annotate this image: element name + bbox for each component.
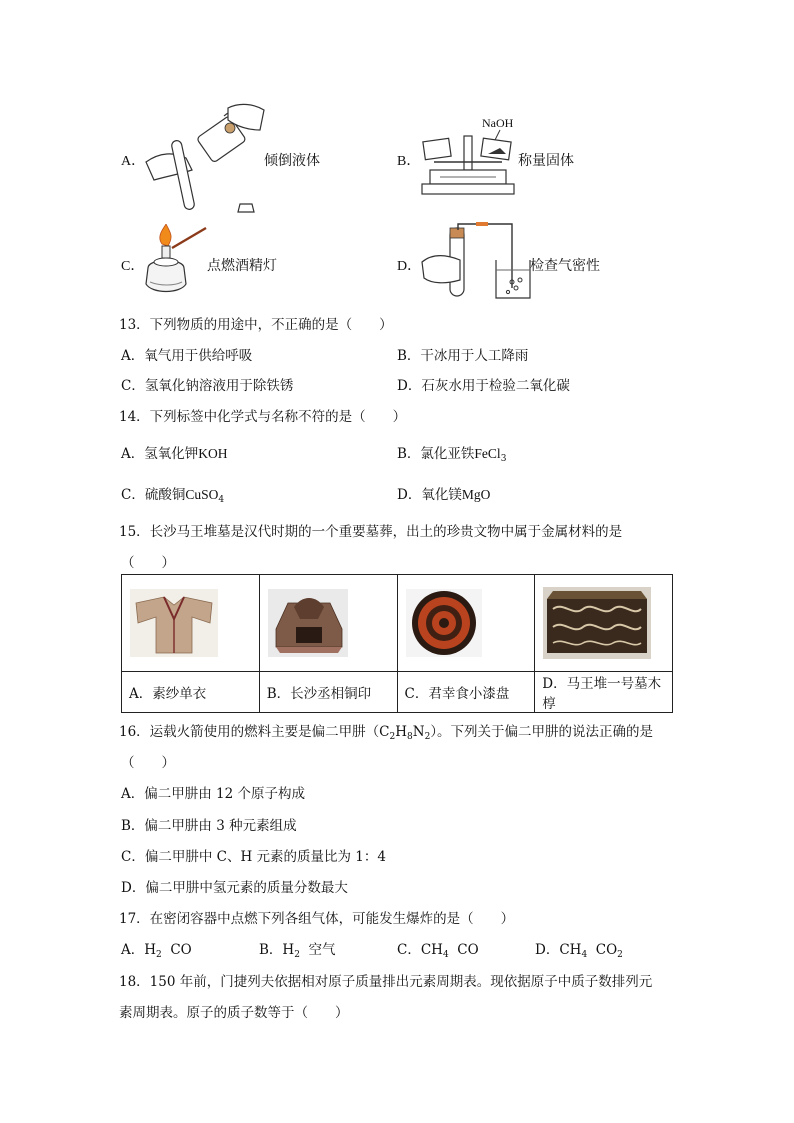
q18-stem-line1: 18．150 年前，门捷列夫依据相对原子质量排出元素周期表。现依据原子中质子数排列元 [119, 974, 653, 990]
q13-option-b: B．干冰用于人工降雨 [397, 348, 529, 364]
q17-option-d: D．$CH_4$ $CO_2$ [535, 942, 623, 960]
q12-option-d-letter: D． [397, 259, 422, 274]
q14-option-c: C．硫酸铜CuSO$_4$ [121, 487, 225, 505]
relic-cell-a [122, 575, 260, 672]
q13-option-d: D．石灰水用于检验二氧化碳 [397, 378, 570, 394]
balance-scale-illustration [420, 128, 516, 198]
q16-option-d: D．偏二甲肼中氢元素的质量分数最大 [121, 880, 348, 896]
q15-relics-table [121, 574, 673, 713]
q17-option-c: C．$CH_4$ CO [397, 942, 479, 960]
q13-option-c: C．氢氧化钠溶液用于除铁锈 [121, 378, 294, 394]
relic-cell-d [535, 575, 673, 672]
q16-stem: 16．运载火箭使用的燃料主要是偏二甲肼$(C_2H_8N_2)$。下列关于偏二甲肼的说法正确的是 [119, 724, 654, 742]
q12-option-b-letter: B． [397, 154, 421, 169]
naoh-label: NaOH [482, 116, 514, 130]
pour-liquid-illustration [140, 100, 268, 215]
q14-option-d: D．氧化镁MgO [397, 487, 491, 503]
q15-stem: 15．长沙马王堆墓是汉代时期的一个重要墓葬，出土的珍贵文物中属于金属材料的是 [119, 524, 623, 540]
q14-stem: 14．下列标签中化学式与名称不符的是（ ） [119, 409, 407, 425]
q16-option-b: B．偏二甲肼由 3 种元素组成 [121, 818, 297, 834]
q16-option-c: C．偏二甲肼中 C、H 元素的质量比为 1：4 [121, 849, 386, 865]
q17-option-a: A．$H_2$ CO [121, 942, 192, 960]
q17-stem: 17．在密闭容器中点燃下列各组气体，可能发生爆炸的是（ ） [119, 911, 515, 927]
q12-option-d-caption: 检查气密性 [530, 258, 600, 274]
q12-option-a-letter: A． [121, 154, 146, 169]
q15-answer-paren: （ ） [121, 555, 175, 571]
q14-option-a: A．氢氧化钾KOH [121, 446, 228, 462]
wooden-coffin-photo [543, 587, 651, 659]
q12-option-c-caption: 点燃酒精灯 [207, 258, 277, 274]
alcohol-lamp-illustration [140, 224, 210, 296]
q13-option-a: A．氧气用于供给呼吸 [121, 348, 253, 364]
relic-cell-b [259, 575, 397, 672]
q14-option-b: B．氯化亚铁FeCl$_3$ [397, 446, 507, 464]
relic-caption-d: D．马王堆一号墓木椁 [535, 672, 673, 713]
q18-stem-line2: 素周期表。原子的质子数等于（ ） [119, 1005, 349, 1021]
silk-robe-photo [130, 589, 218, 657]
q16-option-a: A．偏二甲肼由 12 个原子构成 [121, 786, 306, 802]
q17-option-b: B．$H_2$ 空气 [259, 942, 336, 960]
airtightness-check-illustration [420, 222, 532, 302]
bronze-seal-photo [268, 589, 348, 657]
q13-stem: 13．下列物质的用途中，不正确的是（ ） [119, 317, 393, 333]
relic-caption-a: A．素纱单衣 [122, 672, 260, 713]
q12-option-a-caption: 倾倒液体 [264, 153, 320, 169]
q16-answer-paren: （ ） [121, 755, 175, 771]
q12-option-c-letter: C． [121, 259, 145, 274]
relic-cell-c [397, 575, 535, 672]
relic-caption-b: B．长沙丞相铜印 [259, 672, 397, 713]
q12-option-b-caption: 称量固体 [518, 153, 574, 169]
lacquer-plate-photo [406, 589, 482, 657]
relic-caption-c: C．君幸食小漆盘 [397, 672, 535, 713]
